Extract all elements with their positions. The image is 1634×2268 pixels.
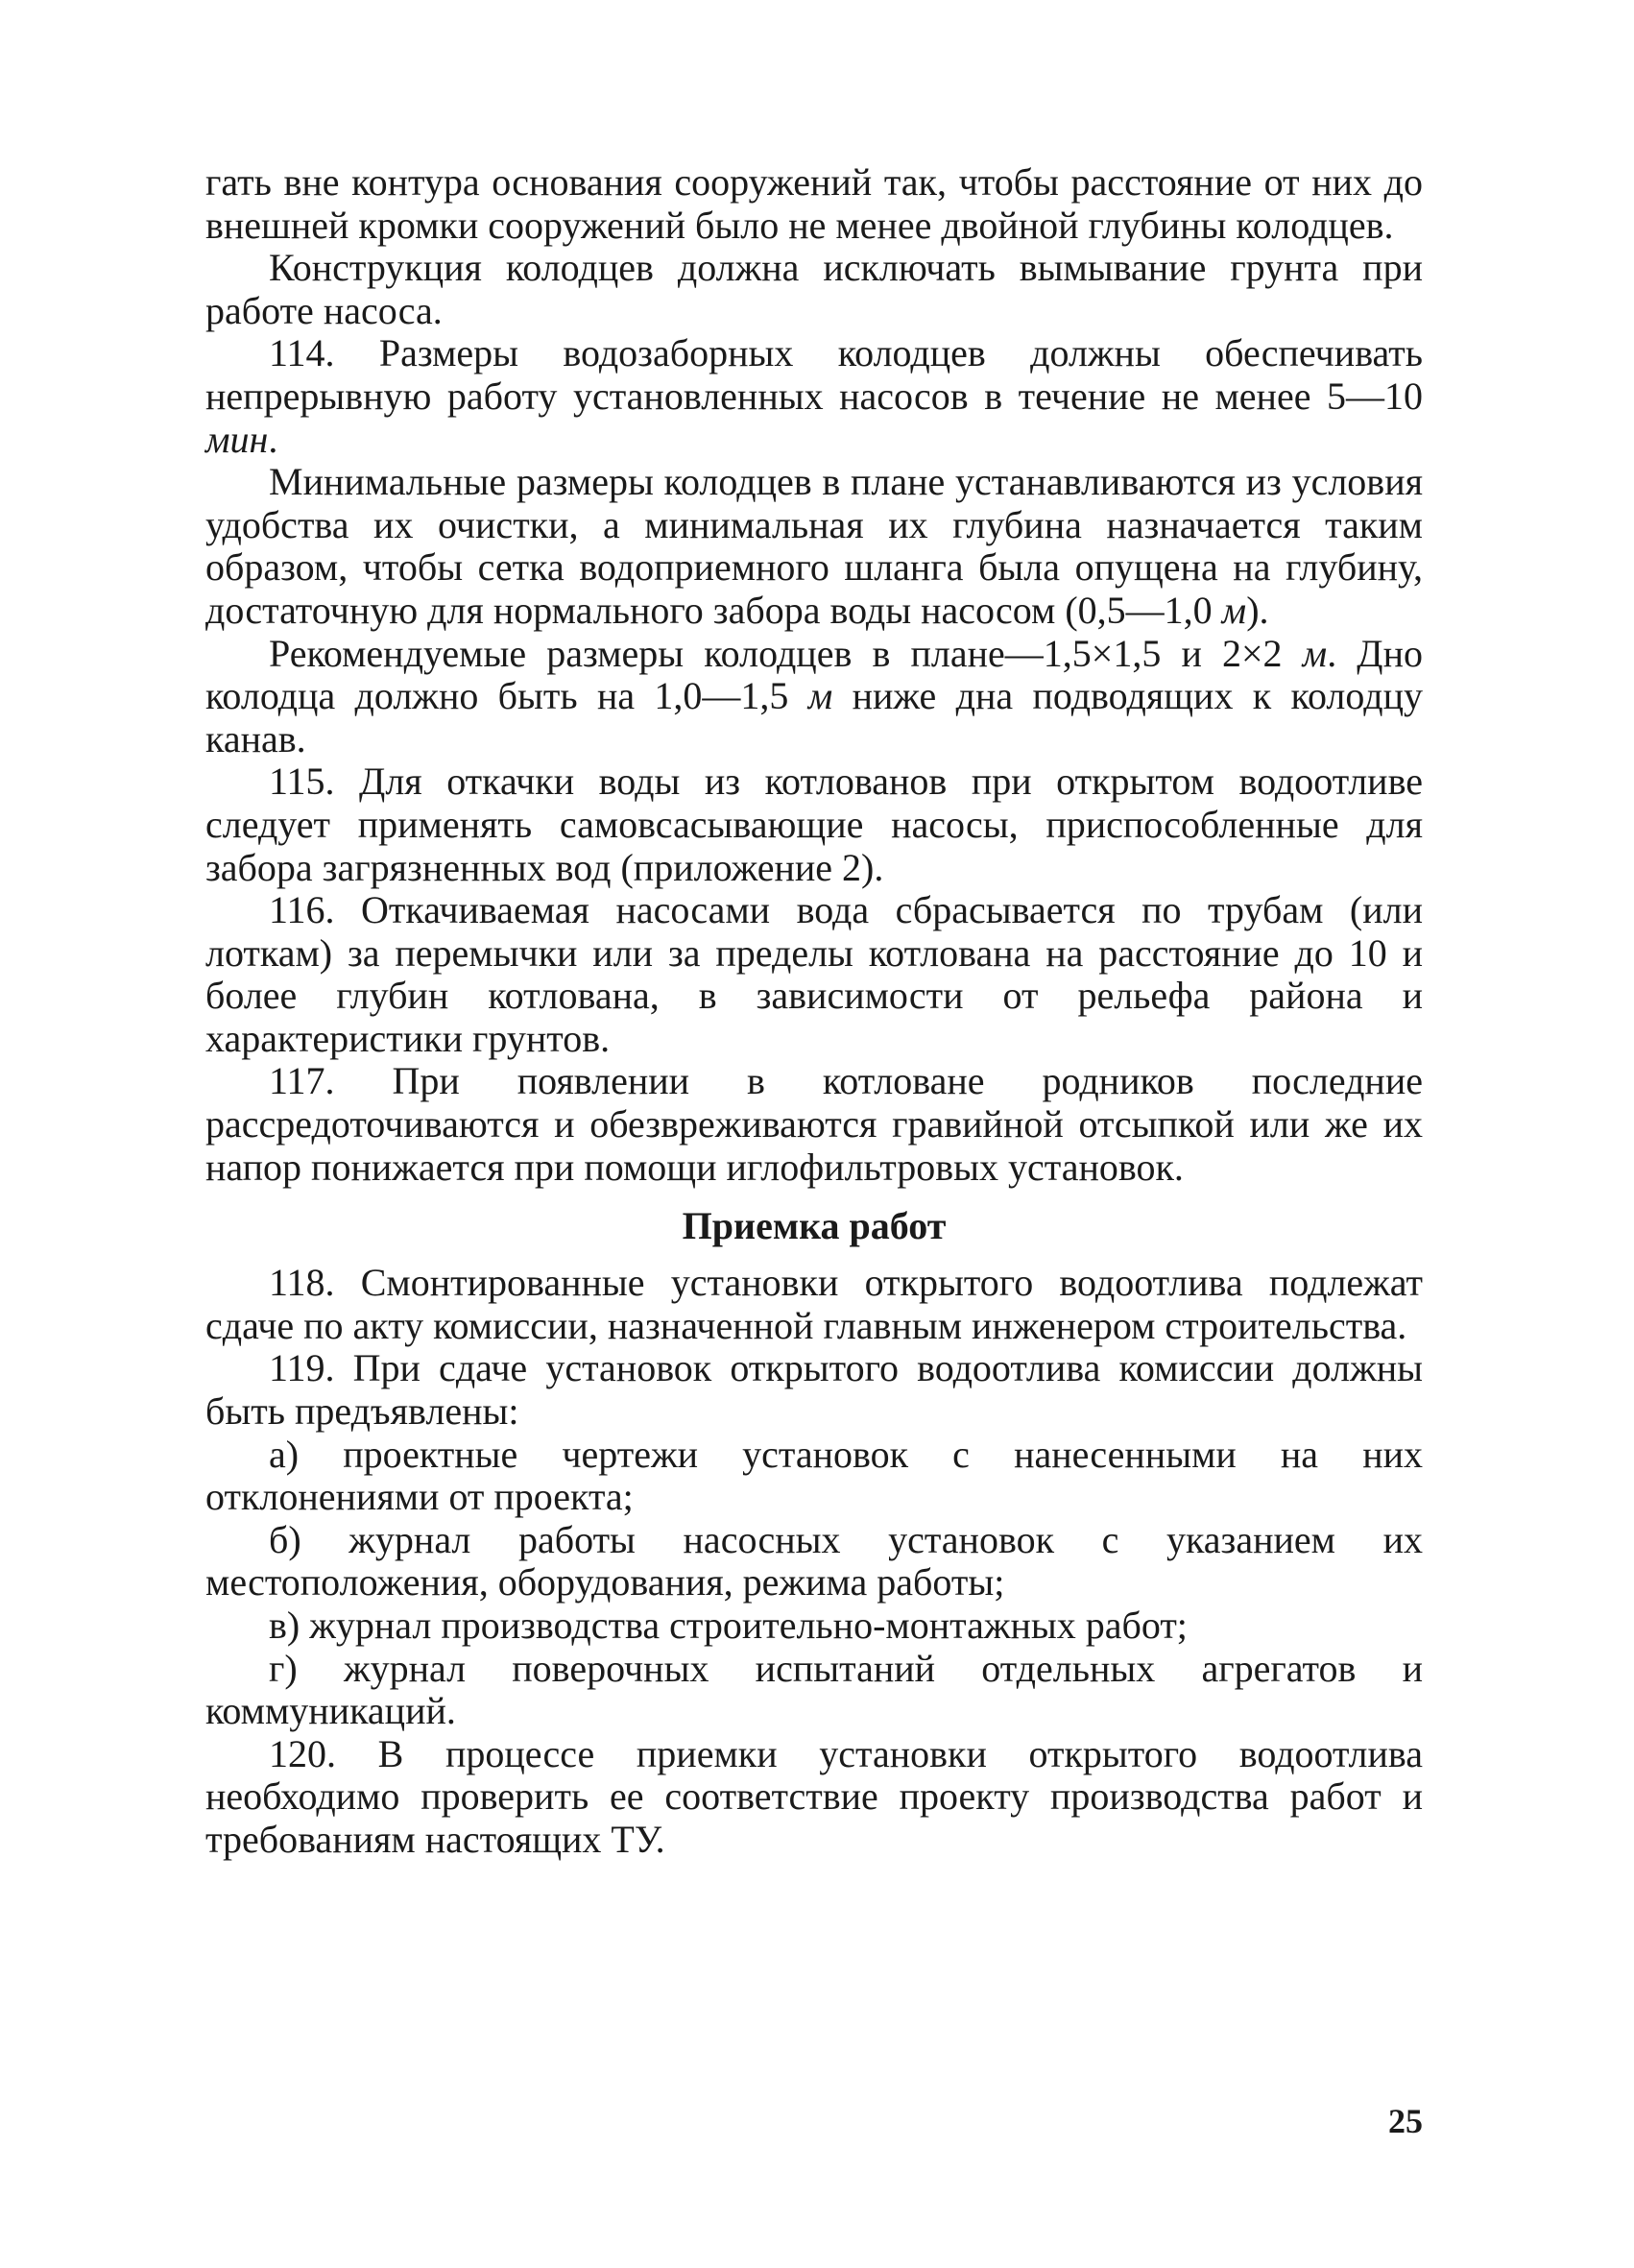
list-item-d: г) журнал поверочных испытаний отдельных агрегатов и коммуникаций. xyxy=(205,1646,1423,1733)
paragraph-min-sizes-text: Минимальные размеры колодцев в плане устанавливаются из условия удобства их очистки, а минимальная их глубина назначается таким образом, чтобы сетка водоприемного шланга была опущена на глубину, достаточную для нормального забора воды насосом (0,5—1,0 xyxy=(205,460,1423,632)
paragraph-114-text: 114. Размеры водозаборных колодцев должны обеспечивать непрерывную работу установленных насосов в течение не менее 5—10 xyxy=(205,331,1423,418)
paragraph-120: 120. В процессе приемки установки открытого водоотлива необходимо проверить ее соответствие проекту производства работ и требованиям настоящих ТУ. xyxy=(205,1731,1423,1861)
paragraph-recommended-sizes xyxy=(205,633,1423,761)
recommended-sizes-c: ниже дна подводящих к колодцу канав. xyxy=(205,674,1423,760)
list-item-a: а) проектные чертежи установок с нанесенными на них отклонениями от проекта; xyxy=(205,1432,1423,1519)
list-item-b: б) журнал работы насосных установок с указанием их местоположения, оборудования, режима работы; xyxy=(205,1517,1423,1604)
unit-m: м xyxy=(1221,588,1247,632)
paragraph-min-sizes-end: ). xyxy=(1246,588,1269,632)
section-heading: Приемка работ xyxy=(682,1204,947,1248)
paragraph-115: 115. Для откачки воды из котлованов при открытом водоотливе следует применять самовсасывающие насосы, приспособленные для забора загрязненных вод (приложение 2). xyxy=(205,760,1423,889)
body-text xyxy=(205,161,1423,1862)
paragraph-119: 119. При сдаче установок открытого водоотлива комиссии должны быть предъявлены: xyxy=(205,1346,1423,1434)
unit-m-1: м xyxy=(1302,631,1328,675)
list-item-c: в) журнал производства строительно-монтажных работ; xyxy=(269,1604,1188,1647)
recommended-sizes-b: . Дно колодца должно быть на 1,0—1,5 xyxy=(205,631,1423,718)
paragraph-118: 118. Смонтированные установки открытого водоотлива подлежат сдаче по акту комиссии, назначенной главным инженером строительства. xyxy=(205,1261,1423,1347)
recommended-sizes-a: Рекомендуемые размеры колодцев в плане—1,5×1,5 и 2×2 xyxy=(269,631,1303,675)
paragraph-well-design: Конструкция колодцев должна исключать вымывание грунта при работе насоса. xyxy=(205,246,1423,332)
paragraph-continuation: гать вне контура основания сооружений так, чтобы расстояние от них до внешней кромки сооружений было не менее двойной глубины колодцев. xyxy=(205,160,1423,247)
paragraph-min-sizes xyxy=(205,461,1423,632)
paragraph-117: 117. При появлении в котловане родников последние рассредоточиваются и обезвреживаются гравийной отсыпкой или же их напор понижается при помощи иглофильтровых установок. xyxy=(205,1059,1423,1189)
paragraph-116: 116. Откачиваемая насосами вода сбрасывается по трубам (или лоткам) за перемычки или за пределы котлована на расстояние до 10 и более глубин котлована, в зависимости от рельефа района и характеристики грунтов. xyxy=(205,888,1423,1060)
paragraph-114-end: . xyxy=(268,417,278,461)
unit-m-2: м xyxy=(807,674,833,718)
paragraph-114 xyxy=(205,332,1423,461)
unit-min: мин xyxy=(205,417,269,461)
page-number: 25 xyxy=(1388,2102,1423,2140)
